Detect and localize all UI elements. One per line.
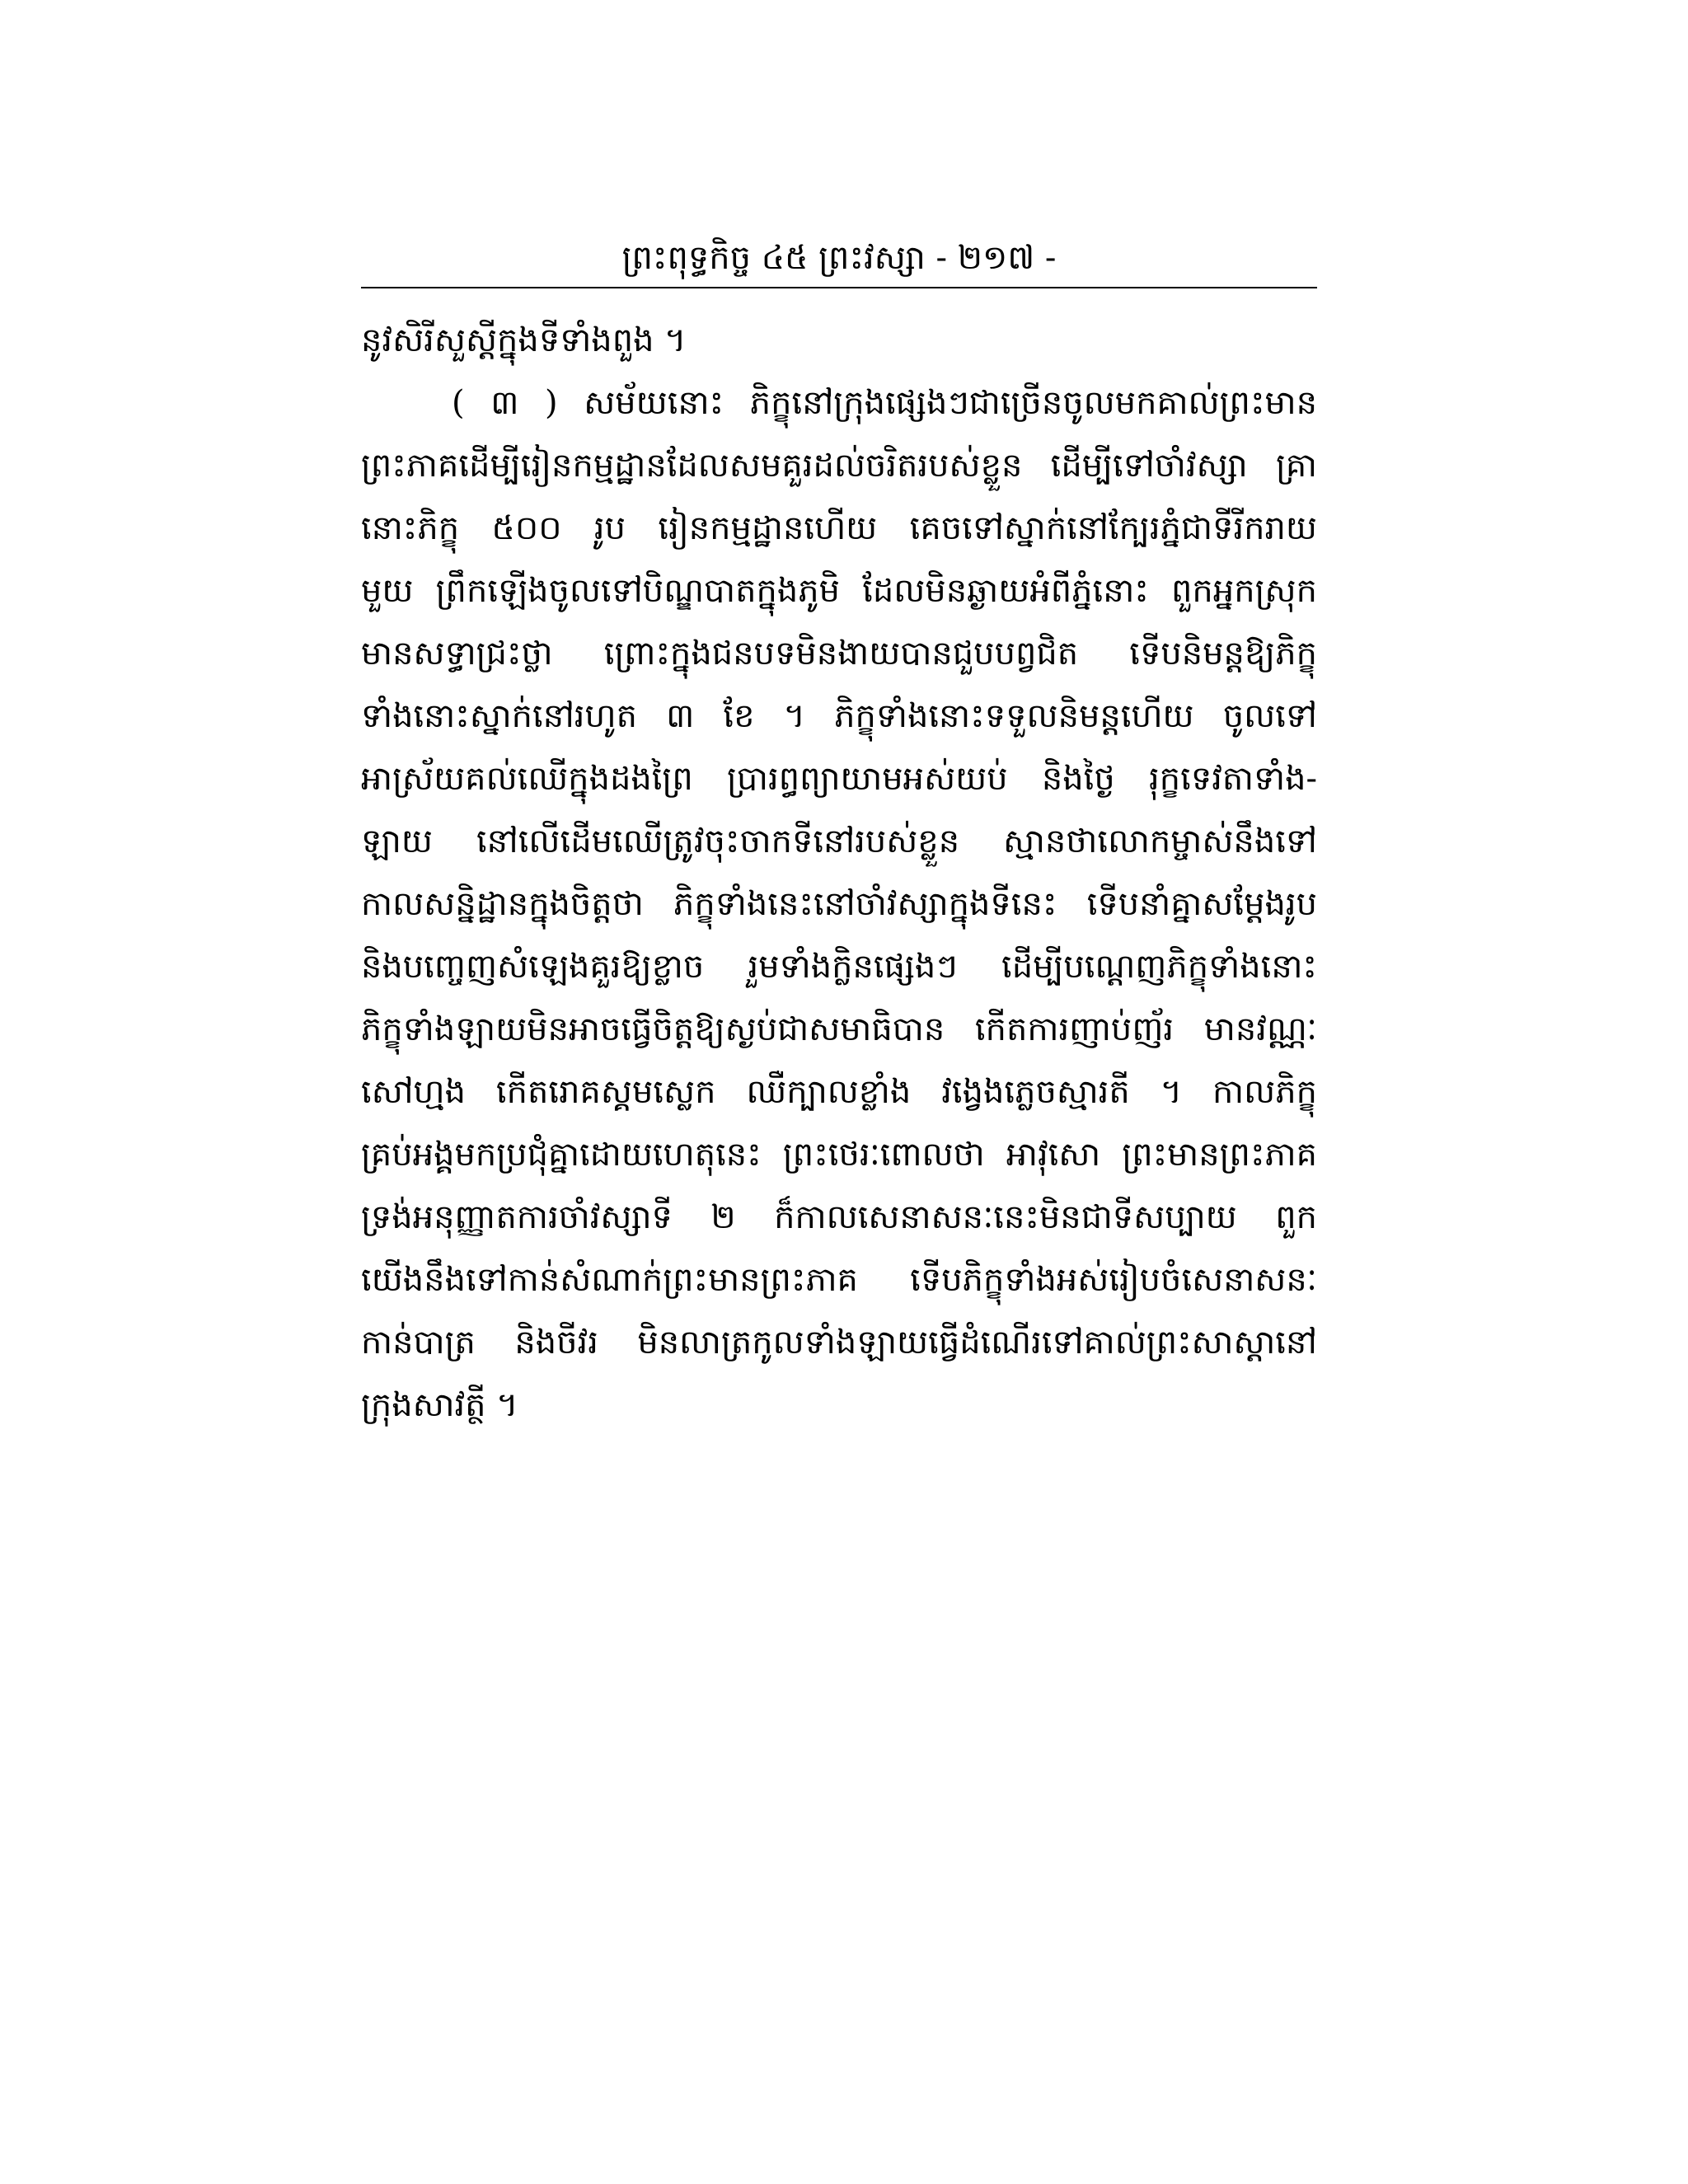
running-header: ព្រះពុទ្ធកិច្ច ៤៥ ព្រះវស្សា - ២១៧ - <box>621 239 1057 277</box>
text-line: ភិក្ខុទាំងឡាយមិនអាចធ្វើចិត្តឱ្យស្ងប់ជាសមាធិបាន កើតការញាប់ញ័រ មានវណ្ណៈ <box>361 1010 1317 1048</box>
text-line: ឡាយ នៅលើដើមឈើត្រូវចុះចាកទីនៅរបស់ខ្លួន ស្មានថាលោកម្ចាស់នឹងទៅ <box>361 823 1317 860</box>
text-line: អាស្រ័យគល់ឈើក្នុងដងព្រៃ ប្រារព្ធព្យាយាមអស់យប់ និងថ្ងៃ រុក្ខទេវតាទាំង- <box>361 760 1317 798</box>
text-line: ក្រុងសាវត្ថី ។ <box>361 1386 518 1424</box>
text-line: មានសទ្ធាជ្រះថ្លា ព្រោះក្នុងជនបទមិនងាយបានជួបបព្វជិត ទើបនិមន្តឱ្យភិក្ខុ <box>361 635 1317 673</box>
text-line: ទ្រង់អនុញ្ញាតការចាំវស្សាទី ២ ក៏កាលសេនាសនៈនេះមិនជាទីសប្បាយ ពួក <box>361 1198 1317 1236</box>
text-line: នោះភិក្ខុ ៥០០ រូប រៀនកម្មដ្ឋានហើយ គេចទៅស្នាក់នៅក្បែរភ្នំជាទីរីករាយ <box>361 509 1317 547</box>
text-line: ព្រះភាគដើម្បីរៀនកម្មដ្ឋានដែលសមគួរដល់ចរិតរបស់ខ្លួន ដើម្បីទៅចាំវស្សា គ្រា <box>361 447 1317 485</box>
text-line: នូវសិរីសួស្តីក្នុងទីទាំងពួង ។ <box>361 321 687 359</box>
text-line: កាន់បាត្រ និងចីវរ មិនលាត្រកូលទាំងឡាយធ្វើដំណើរទៅគាល់ព្រះសាស្តានៅ <box>361 1324 1317 1361</box>
text-line: យើងនឹងទៅកាន់សំណាក់ព្រះមានព្រះភាគ ទើបភិក្ខុទាំងអស់រៀបចំសេនាសនៈ <box>361 1261 1317 1299</box>
text-line: គ្រប់អង្គមកប្រជុំគ្នាដោយហេតុនេះ ព្រះថេរៈពោលថា អាវុសោ ព្រះមានព្រះភាគ <box>361 1136 1317 1174</box>
text-line: ទាំងនោះស្នាក់នៅរហូត ៣ ខែ ។ ភិក្ខុទាំងនោះទទួលនិមន្តហើយ ចូលទៅ <box>361 697 1317 735</box>
text-line: និងបញ្ចេញសំឡេងគួរឱ្យខ្លាច រួមទាំងក្លិនផ្សេងៗ ដើម្បីបណ្តេញភិក្ខុទាំងនោះ <box>361 948 1317 986</box>
text-line: ( ៣ ) សម័យនោះ ភិក្ខុនៅក្រុងផ្សេងៗជាច្រើនចូលមកគាល់ព្រះមាន <box>452 384 1317 422</box>
body-text <box>361 309 1317 1436</box>
text-line: មួយ ព្រឹកឡើងចូលទៅបិណ្ឌបាតក្នុងភូមិ ដែលមិនឆ្ងាយអំពីភ្នំនោះ ពួកអ្នកស្រុក <box>361 572 1317 610</box>
text-line: សៅហ្មង កើតរោគស្គមស្លេក ឈឺក្បាលខ្លាំង វង្វេងភ្លេចស្មារតី ។ កាលភិក្ខុ <box>361 1073 1317 1111</box>
text-line: កាលសន្និដ្ឋានក្នុងចិត្តថា ភិក្ខុទាំងនេះនៅចាំវស្សាក្នុងទីនេះ ទើបនាំគ្នាសម្តែងរូប <box>361 885 1317 923</box>
header-divider <box>361 287 1317 288</box>
